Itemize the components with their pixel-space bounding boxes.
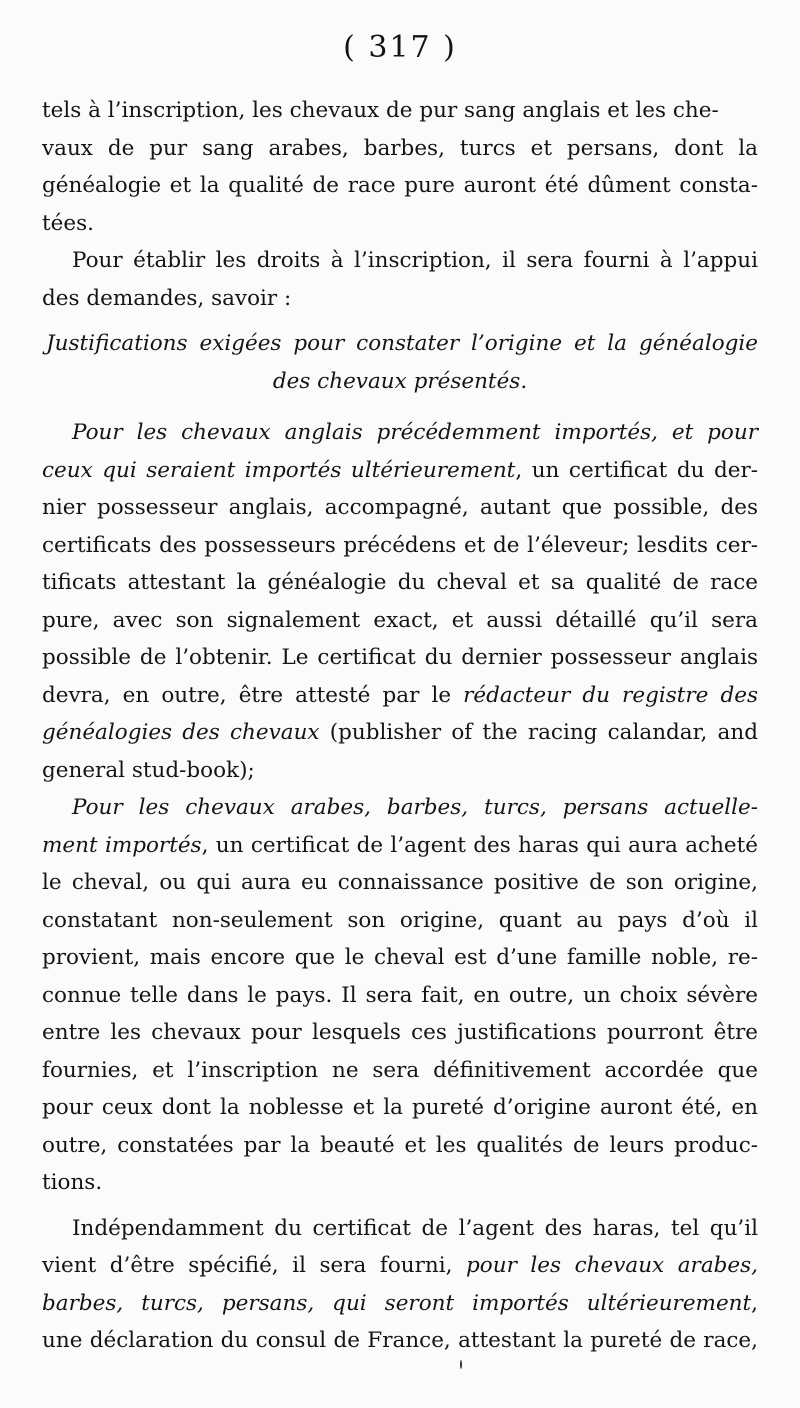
italic-text: généalogies des chevaux [42, 720, 320, 745]
text-segment: tels à l’inscription, les chevaux de pur sang anglais et les che- [42, 98, 719, 123]
italic-text: Pour les chevaux arabes, barbes, turcs, persans actuelle- [72, 795, 758, 820]
text-segment: outre, constatées par la beauté et les qualités de leurs produc- [42, 1132, 758, 1158]
text-segment: vient d’être spécifié, il sera fourni, [42, 1253, 467, 1278]
text-segment: nier possesseur anglais, accompagné, autant que possible, des [42, 495, 758, 520]
text-segment: vaux de pur sang arabes, barbes, turcs et persans, dont la [42, 135, 758, 161]
paragraph-gap [42, 1202, 758, 1210]
text-line [42, 489, 758, 527]
text-segment: Pour établir les droits à l’inscription, il sera fourni à l’appui [72, 248, 758, 273]
text-segment: une déclaration du consul de France, attestant la pureté de race, [42, 1328, 758, 1353]
text-line [42, 1127, 758, 1165]
text-line [42, 242, 758, 280]
text-segment: general stud-book); [42, 757, 255, 783]
italic-text: ceux qui seraient importés ultérieurement [42, 457, 516, 483]
text-line [42, 1322, 758, 1360]
text-line [42, 205, 758, 243]
italic-text: Justifications exigées pour constater l’origine et la généalogie [46, 331, 758, 356]
text-line [42, 789, 758, 827]
text-segment: le cheval, ou qui aura eu connaissance positive de son origine, [42, 870, 758, 895]
text-segment: , [751, 1290, 758, 1316]
text-segment: pure, avec son signalement exact, et aussi détaillé qu’il sera [42, 607, 758, 633]
text-line [42, 714, 758, 752]
text-segment: provient, mais encore que le cheval est d’une famille noble, re- [42, 945, 758, 970]
text-segment: possible de l’obtenir. Le certificat du dernier possesseur anglais [42, 645, 758, 670]
text-line [42, 1052, 758, 1090]
italic-text: ment importés [42, 832, 202, 858]
text-line [42, 167, 758, 205]
text-segment: Indépendamment du certificat de l’agent des haras, tel qu’il [72, 1215, 758, 1241]
text-segment: constatant non-seulement son origine, quant au pays d’où il [42, 907, 758, 933]
italic-text: des chevaux présentés. [272, 368, 528, 394]
text-line [42, 1247, 758, 1285]
text-line [42, 1285, 758, 1323]
text-segment: fournies, et l’inscription ne sera définitivement accordée que [42, 1057, 758, 1083]
text-segment: connue telle dans le pays. Il sera fait, en outre, un choix sévère [42, 982, 758, 1008]
text-line [42, 902, 758, 940]
text-line [42, 527, 758, 565]
text-segment: (publisher of the racing calandar, and [319, 720, 758, 745]
text-line [42, 677, 758, 715]
text-line [42, 752, 758, 790]
text-line [42, 1014, 758, 1052]
text-line [42, 130, 758, 168]
text-line [42, 414, 758, 452]
text-line [42, 1089, 758, 1127]
text-segment: tées. [42, 210, 94, 236]
text-segment: entre les chevaux pour lesquels ces justifications pourront être [42, 1020, 758, 1045]
italic-text: barbes, turcs, persans, qui seront importés ultérieurement [42, 1290, 752, 1316]
text-line [42, 280, 758, 318]
text-line [42, 1164, 758, 1202]
text-line [42, 92, 758, 130]
text-line [42, 939, 758, 977]
text-segment: tificats attestant la généalogie du cheval et sa qualité de race [42, 570, 758, 595]
body-text [42, 92, 758, 1360]
text-line [42, 864, 758, 902]
text-line [42, 977, 758, 1015]
text-segment: , un certificat du der- [515, 457, 758, 483]
italic-text: pour les chevaux arabes, [466, 1253, 758, 1278]
text-line [42, 1210, 758, 1248]
italic-text: rédacteur du registre des [463, 682, 758, 708]
text-line [42, 452, 758, 490]
text-segment: devra, en outre, être attesté par le [42, 682, 464, 708]
text-line [42, 325, 758, 363]
text-segment: certificats des possesseurs précédens et de l’éleveur; lesdits cer- [42, 532, 758, 558]
paragraph-gap [42, 317, 758, 325]
text-line [42, 602, 758, 640]
paragraph-gap [42, 400, 758, 414]
text-segment: pour ceux dont la noblesse et la pureté d’origine auront été, en [42, 1095, 758, 1120]
text-line [42, 639, 758, 677]
text-segment: , un certificat de l’agent des haras qui aura acheté [201, 832, 758, 858]
text-segment: tions. [42, 1170, 103, 1195]
text-segment: généalogie et la qualité de race pure auront été dûment consta- [42, 173, 758, 198]
page-number: ( 317 ) [343, 30, 457, 65]
text-line [42, 363, 758, 401]
text-line [42, 564, 758, 602]
text-segment: des demandes, savoir : [42, 285, 292, 311]
text-line [42, 827, 758, 865]
italic-text: Pour les chevaux anglais précédemment importés, et pour [72, 420, 758, 445]
ink-speck [460, 1360, 462, 1369]
